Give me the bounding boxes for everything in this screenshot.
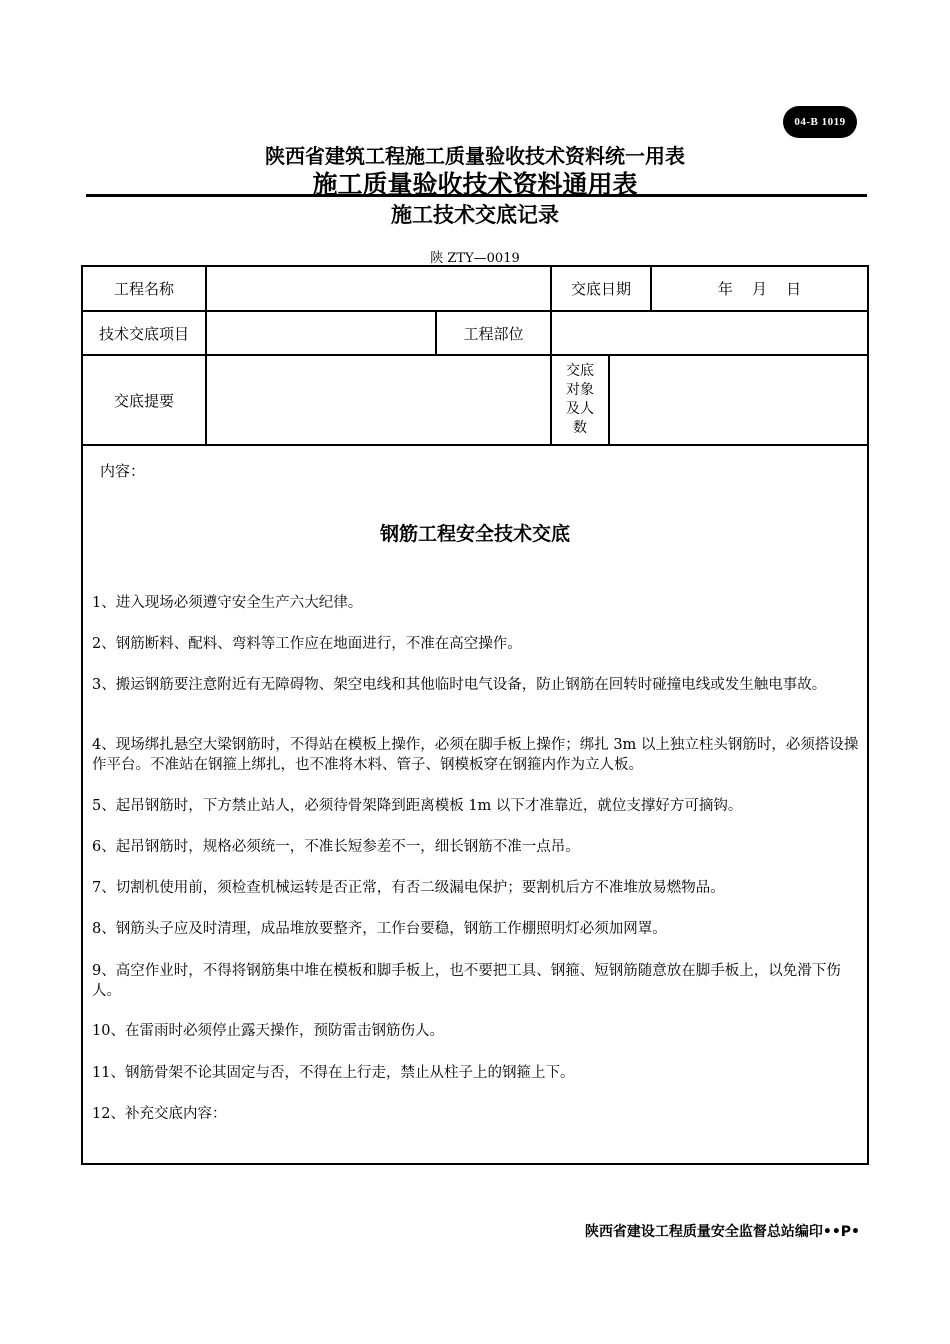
list-item: 10、在雷雨时必须停止露天操作，预防雷击钢筋伤人。 xyxy=(92,1023,444,1039)
project-name-label: 工程名称 xyxy=(113,280,174,298)
project-part-label: 工程部位 xyxy=(463,324,524,343)
list-item: 6、起吊钢筋时，规格必须统一，不准长短参差不一，细长钢筋不准一点吊。 xyxy=(92,839,580,855)
list-item: 1、进入现场必须遵守安全生产六大纪律。 xyxy=(92,595,363,611)
title-divider xyxy=(86,194,867,197)
publisher-footer: 陕西省建设工程质量安全监督总站编印••P• xyxy=(584,1224,860,1240)
list-item: 2、钢筋断料、配料、弯料等工作应在地面进行，不准在高空操作。 xyxy=(92,636,522,652)
list-item: 5、起吊钢筋时，下方禁止站人，必须待骨架降到距离模板 1m 以下才准靠近，就位支撑好方可摘钩。 xyxy=(92,798,743,814)
tech-item-label: 技术交底项目 xyxy=(98,324,189,343)
list-item: 3、搬运钢筋要注意附近有无障碍物、架空电线和其他临时电气设备，防止钢筋在回转时碰撞电线或发生触电事故。 xyxy=(92,677,827,693)
row-divider xyxy=(83,444,867,446)
document-series-title: 陕西省建筑工程施工质量验收技术资料统一用表 xyxy=(265,144,685,168)
list-item: 9、高空作业时，不得将钢筋集中堆在模板和脚手板上，也不要把工具、钢箍、短钢筋随意放在脚手板上，以免滑下伤人。 xyxy=(92,963,841,999)
list-item: 12、补充交底内容： xyxy=(92,1106,227,1122)
summary-field[interactable] xyxy=(207,356,550,444)
audience-label-line: 及人 xyxy=(566,401,594,417)
project-part-field[interactable] xyxy=(552,312,867,354)
list-item: 7、切割机使用前，须检查机械运转是否正常，有否二级漏电保护；要割机后方不准堆放易燃物品。 xyxy=(92,880,725,896)
list-item: 11、钢筋骨架不论其固定与否，不得在上行走，禁止从柱子上的钢箍上下。 xyxy=(92,1065,575,1081)
handover-date-label: 交底日期 xyxy=(570,280,631,298)
form-code: 陕 ZTY—0019 xyxy=(430,251,520,266)
handover-date-field[interactable]: 年 月 日 xyxy=(717,280,802,298)
audience-label-line: 数 xyxy=(573,420,587,436)
document-category-title: 施工质量验收技术资料通用表 xyxy=(312,170,638,199)
content-label: 内容： xyxy=(100,462,146,480)
list-item: 4、现场绑扎悬空大梁钢筋时，不得站在模板上操作，必须在脚手板上操作；绑扎 3m 以上独立柱头钢筋时，必须搭设操作平台。不准站在钢箍上绑扎，也不准将木料、管子、钢模板穿在钢箍内作为立人板。 xyxy=(92,737,859,773)
form-number-badge: 04-B 1019 xyxy=(783,106,857,138)
record-form xyxy=(81,265,869,1165)
project-name-field[interactable] xyxy=(207,267,550,310)
list-item: 8、钢筋头子应及时清理，成品堆放要整齐，工作台要稳，钢筋工作棚照明灯必须加网罩。 xyxy=(92,921,667,937)
page-title: 施工技术交底记录 xyxy=(391,203,559,227)
audience-label-line: 对象 xyxy=(566,382,594,398)
audience-field[interactable] xyxy=(610,356,867,444)
summary-label: 交底提要 xyxy=(113,391,174,410)
audience-label xyxy=(552,356,608,444)
content-title: 钢筋工程安全技术交底 xyxy=(379,523,570,545)
audience-label-line: 交底 xyxy=(566,363,594,379)
tech-item-field[interactable] xyxy=(207,312,435,354)
